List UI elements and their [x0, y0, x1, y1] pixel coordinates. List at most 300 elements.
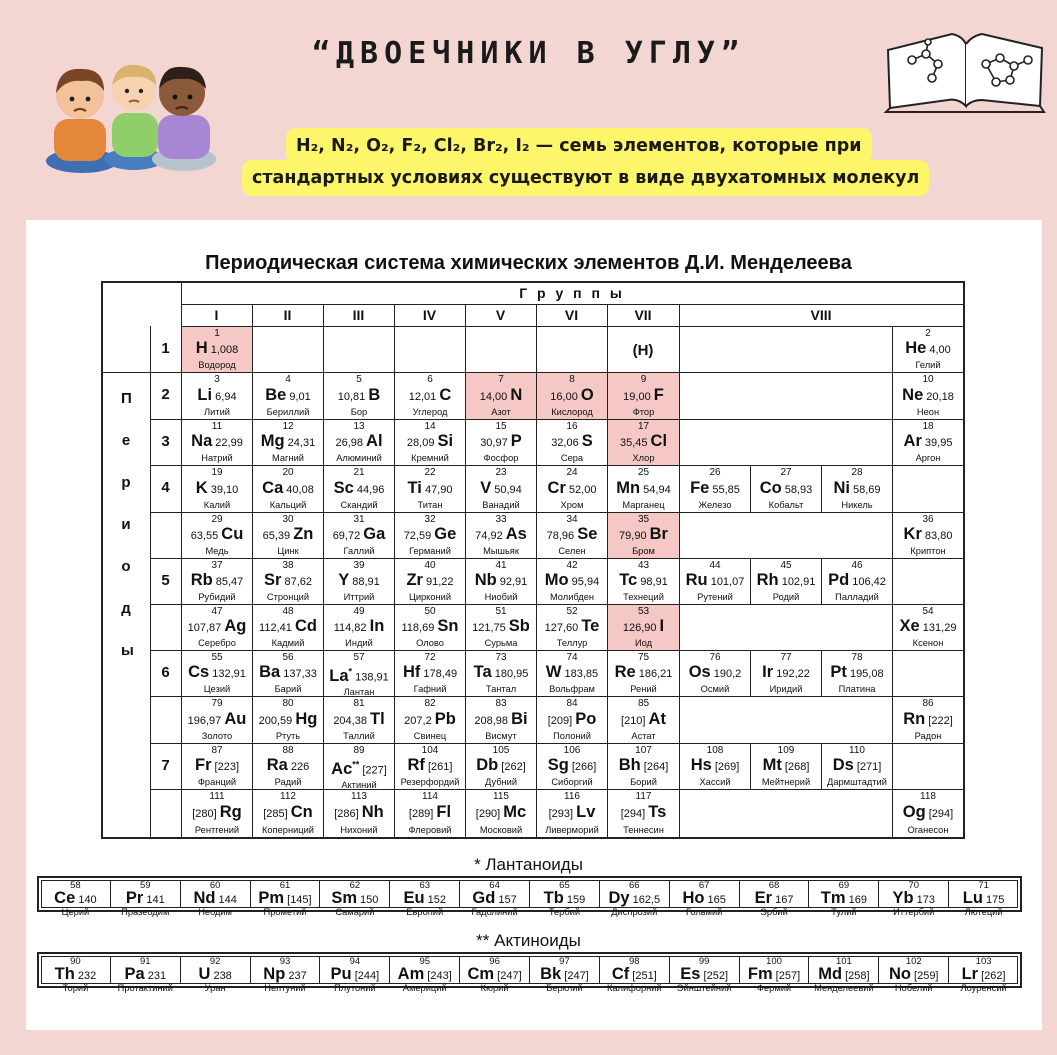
atomic-mass: [257] — [772, 970, 801, 982]
atomic-mass: 196,97 — [187, 714, 225, 727]
symbol-mass — [408, 757, 453, 776]
atomic-number: 7 — [498, 374, 504, 385]
period-number: 7 — [161, 757, 170, 774]
element-symbol: Cm — [467, 965, 495, 983]
element-name: Рутений — [697, 592, 733, 602]
symbol-mass — [472, 618, 530, 637]
element-name: Азот — [491, 407, 511, 417]
symbol-mass — [619, 526, 668, 545]
atomic-mass: [258] — [842, 970, 870, 982]
element-cell — [182, 605, 252, 650]
element-cell — [822, 466, 892, 512]
element-name: Кюрий — [480, 983, 509, 993]
atomic-mass: 26,98 — [335, 437, 367, 449]
atomic-number: 2 — [925, 328, 931, 339]
element-name: Франций — [197, 777, 237, 787]
atomic-mass: 140 — [75, 894, 97, 906]
atomic-number: 60 — [209, 880, 221, 891]
atomic-number: 80 — [282, 698, 294, 709]
element-cell — [395, 420, 465, 465]
atomic-mass: 35,45 — [619, 437, 651, 449]
symbol-mass — [263, 804, 313, 823]
element-name: Гадолиний — [471, 907, 518, 917]
atomic-mass: 126,90 — [622, 622, 660, 634]
element-cell — [893, 697, 963, 743]
symbol-mass — [474, 711, 527, 730]
atomic-number: 74 — [566, 652, 578, 663]
atomic-mass: [271] — [853, 761, 882, 773]
element-symbol: Sc — [333, 478, 354, 497]
element-cell — [537, 420, 607, 465]
element-symbol: Rh — [756, 571, 779, 589]
element-name: Неон — [916, 407, 940, 417]
element-symbol: Bi — [511, 709, 528, 728]
element-cell — [253, 697, 323, 743]
element-name: Родий — [772, 592, 800, 602]
symbol-mass — [748, 967, 800, 983]
element-name: Сиборгий — [551, 777, 593, 787]
symbol-mass — [475, 572, 528, 591]
atomic-mass: [268] — [781, 761, 810, 773]
atomic-number: 25 — [637, 467, 650, 478]
element-symbol: Er — [754, 889, 773, 907]
atomic-mass: [262] — [498, 761, 526, 773]
atomic-number: 100 — [766, 956, 782, 967]
element-symbol: Cd — [294, 617, 317, 635]
atomic-number: 45 — [780, 560, 792, 571]
atomic-number: 89 — [353, 745, 365, 756]
atomic-mass: 137,33 — [280, 668, 317, 680]
element-name: Астат — [631, 731, 656, 741]
element-name: Никель — [841, 500, 873, 510]
symbol-mass — [198, 967, 231, 983]
element-name: Золото — [201, 731, 233, 741]
element-name: Дубний — [484, 777, 518, 787]
element-cell — [466, 605, 536, 650]
element-symbol: K — [195, 478, 208, 497]
atomic-mass: 131,29 — [919, 622, 957, 634]
element-symbol: Rb — [190, 571, 213, 589]
atomic-number: 93 — [279, 956, 291, 967]
element-symbol: Na — [191, 432, 213, 450]
element-name: Иттербий — [893, 907, 935, 917]
atomic-mass: 47,90 — [421, 483, 453, 496]
element-symbol: Al — [366, 432, 383, 450]
atomic-number: 36 — [922, 514, 934, 525]
symbol-mass — [188, 618, 247, 637]
atomic-number: 47 — [211, 606, 223, 617]
atomic-mass: 107,87 — [187, 622, 225, 634]
symbol-mass — [259, 618, 317, 637]
atomic-number: 55 — [211, 652, 223, 663]
symbol-mass — [623, 387, 664, 406]
atomic-mass: 58,69 — [849, 483, 881, 496]
element-symbol: La* — [329, 666, 353, 685]
element-name: Железо — [698, 500, 732, 510]
element-cell — [822, 559, 892, 604]
atomic-number: 70 — [908, 880, 920, 891]
element-symbol: Cl — [650, 432, 668, 450]
symbol-mass — [54, 891, 97, 907]
atomic-mass: 52,00 — [565, 483, 597, 496]
element-symbol: Zr — [406, 571, 423, 589]
element-symbol: Nh — [361, 803, 384, 821]
grid-line — [181, 326, 963, 327]
element-cell — [466, 744, 536, 789]
element-name: Протактиний — [117, 983, 173, 993]
element-name: Фосфор — [483, 453, 519, 463]
atomic-number: 4 — [285, 374, 291, 385]
element-name: Хассий — [699, 777, 731, 787]
symbol-mass — [404, 711, 456, 730]
group-header: III — [352, 307, 365, 323]
atomic-mass: 192,22 — [773, 668, 810, 680]
element-name: Церий — [61, 907, 90, 917]
periods-letter: П — [121, 390, 132, 407]
period-number: 1 — [161, 340, 170, 357]
atomic-number: 19 — [211, 467, 223, 478]
atomic-number: 28 — [851, 467, 863, 478]
element-cell — [324, 420, 394, 465]
symbol-mass — [335, 433, 382, 452]
atomic-number: 112 — [280, 791, 296, 802]
element-symbol: Ac** — [331, 759, 360, 778]
element-cell — [182, 420, 252, 465]
atomic-number: 5 — [356, 374, 362, 385]
element-symbol: Tl — [370, 709, 385, 728]
atomic-number: 101 — [835, 956, 852, 967]
element-symbol: Br — [649, 525, 668, 543]
atomic-mass: 39,10 — [207, 483, 239, 496]
atomic-mass: [209] — [547, 714, 576, 727]
atomic-number: 103 — [975, 956, 992, 967]
symbol-mass — [472, 891, 516, 907]
element-symbol: Ga — [363, 525, 386, 543]
atomic-number: 95 — [419, 956, 431, 967]
atomic-number: 14 — [424, 421, 436, 432]
element-cell — [608, 466, 679, 512]
atomic-mass: 165 — [704, 894, 726, 906]
lanthanides-title: * Лантаноиды — [474, 855, 583, 874]
symbol-mass — [686, 572, 745, 591]
element-symbol: Th — [54, 965, 75, 983]
symbol-mass — [833, 480, 880, 499]
atomic-mass: 237 — [285, 970, 307, 982]
symbol-mass — [619, 572, 668, 591]
atomic-number: 68 — [768, 880, 780, 891]
periods-letter: р — [121, 474, 131, 491]
element-symbol: Li — [197, 385, 213, 404]
atomic-mass: 101,07 — [707, 576, 745, 588]
element-cell — [181, 880, 251, 917]
element-name: Ксенон — [912, 638, 944, 648]
symbol-mass — [333, 526, 386, 545]
atomic-mass: 127,60 — [544, 622, 582, 634]
atomic-number: 43 — [637, 560, 650, 571]
element-name: Сера — [560, 453, 584, 463]
element-symbol: Sm — [331, 889, 357, 907]
element-name: Водород — [198, 360, 236, 370]
atomic-mass: [269] — [711, 761, 740, 773]
symbol-mass — [333, 711, 384, 730]
atomic-mass: 88,91 — [349, 576, 380, 588]
element-cell — [879, 956, 949, 993]
element-cell — [466, 697, 536, 743]
symbol-mass — [689, 664, 742, 683]
element-symbol: Np — [263, 965, 286, 983]
element-name: Берклий — [546, 983, 583, 993]
symbol-mass — [403, 664, 457, 683]
element-symbol: H — [195, 339, 208, 357]
symbol-mass — [195, 757, 239, 776]
atomic-mass: [262] — [978, 970, 1006, 982]
element-symbol: Au — [224, 709, 247, 728]
element-cell — [751, 651, 821, 696]
symbol-mass — [545, 572, 599, 591]
element-cell — [324, 466, 394, 512]
atomic-mass: 226 — [287, 761, 310, 773]
atomic-mass: 85,47 — [212, 576, 244, 588]
atomic-mass: 9,01 — [286, 390, 311, 403]
symbol-mass — [621, 804, 667, 823]
element-name: Эрбий — [760, 907, 788, 917]
symbol-mass — [258, 891, 311, 907]
atomic-number: 113 — [351, 791, 367, 802]
element-symbol: O — [580, 385, 594, 404]
symbol-mass — [191, 526, 244, 545]
group-header: V — [495, 307, 506, 323]
atomic-mass: 144 — [215, 894, 237, 906]
element-symbol: Ge — [434, 525, 457, 543]
atomic-number: 10 — [922, 374, 934, 385]
atomic-number: 108 — [706, 745, 724, 756]
atomic-mass: 102,91 — [778, 576, 816, 588]
atomic-mass: 79,90 — [619, 530, 650, 542]
symbol-mass — [264, 572, 312, 591]
element-symbol: Hf — [402, 663, 421, 681]
atomic-mass: 12,01 — [408, 390, 440, 403]
symbol-mass — [476, 757, 526, 776]
element-cell — [460, 956, 530, 993]
symbol-mass — [760, 480, 813, 499]
atomic-number: 53 — [637, 606, 650, 617]
atomic-number: 30 — [282, 514, 294, 525]
symbol-mass — [615, 664, 673, 683]
atomic-number: 76 — [709, 652, 721, 663]
periods-letter: о — [121, 558, 131, 575]
element-symbol: Fe — [690, 478, 710, 497]
element-cell — [670, 880, 740, 917]
element-name: Ртуть — [275, 731, 301, 741]
element-cell — [395, 744, 465, 789]
element-name: Гафний — [413, 684, 447, 694]
symbol-mass — [828, 572, 886, 591]
atomic-number: 110 — [849, 745, 865, 756]
atomic-mass: [252] — [700, 970, 729, 982]
symbol-mass — [480, 387, 523, 406]
symbol-mass — [193, 891, 236, 907]
element-name: Молибден — [549, 592, 595, 602]
atomic-number: 33 — [495, 514, 507, 525]
symbol-mass — [406, 572, 453, 591]
element-symbol: N — [510, 385, 523, 404]
element-name: Ниобий — [484, 592, 518, 602]
element-symbol: Zn — [293, 525, 314, 543]
element-cell — [111, 880, 181, 917]
atomic-mass: 22,99 — [212, 437, 243, 449]
element-symbol: Lr — [961, 965, 979, 983]
element-cell — [600, 880, 670, 917]
atomic-number: 21 — [353, 467, 365, 478]
atomic-number: 16 — [566, 421, 578, 432]
atomic-mass: 50,94 — [491, 483, 522, 496]
element-name: Кобальт — [768, 500, 804, 510]
element-symbol: Ho — [682, 889, 705, 907]
element-symbol: Nb — [474, 571, 497, 589]
symbol-mass — [188, 711, 247, 730]
atomic-number: 114 — [422, 791, 438, 802]
element-symbol: Sr — [263, 571, 282, 589]
element-symbol: Sn — [437, 617, 459, 635]
atomic-number: 13 — [353, 421, 365, 432]
element-cell — [893, 790, 963, 837]
element-symbol: Am — [397, 965, 425, 983]
symbol-mass — [818, 967, 869, 983]
symbol-mass — [905, 340, 951, 359]
atomic-number: 84 — [566, 698, 578, 709]
element-symbol: Lu — [962, 889, 983, 907]
atomic-mass: [243] — [424, 970, 452, 982]
element-name: Эйнштейний — [676, 983, 732, 993]
element-cell — [320, 956, 390, 993]
element-name: Московий — [479, 825, 523, 835]
element-symbol: Tb — [543, 889, 564, 907]
atomic-mass: 159 — [563, 894, 586, 906]
element-cell — [460, 880, 530, 917]
symbol-mass — [546, 664, 598, 683]
element-cell — [537, 559, 607, 604]
period-number: 5 — [161, 572, 170, 589]
element-name: Самарий — [335, 907, 375, 917]
element-cell — [395, 373, 465, 419]
element-name: Теннесин — [623, 825, 664, 835]
element-cell — [466, 373, 536, 419]
element-name: Кадмий — [271, 638, 305, 648]
atomic-mass: 55,85 — [709, 483, 740, 496]
symbol-mass — [623, 618, 664, 637]
element-cell — [740, 880, 810, 917]
element-name: Кислород — [551, 407, 593, 417]
symbol-mass — [551, 433, 593, 452]
element-name: Стронций — [266, 592, 310, 602]
atomic-number: 31 — [353, 514, 365, 525]
symbol-mass — [830, 664, 883, 683]
element-symbol: Kr — [903, 525, 922, 543]
element-symbol: Pa — [124, 965, 145, 983]
atomic-mass: [285] — [263, 808, 291, 820]
symbol-mass — [191, 433, 243, 452]
groups-label: Г р у п п ы — [519, 285, 625, 301]
atomic-number: 82 — [424, 698, 436, 709]
symbol-mass — [621, 711, 666, 730]
element-symbol: Mo — [544, 571, 569, 589]
element-symbol: B — [368, 385, 381, 404]
symbol-mass — [331, 967, 380, 983]
symbol-mass — [403, 891, 446, 907]
symbol-mass — [407, 433, 453, 452]
element-symbol: Hg — [295, 709, 318, 728]
element-symbol: Tm — [820, 889, 846, 907]
periods-letter: е — [121, 432, 131, 449]
element-symbol: Sb — [508, 617, 530, 635]
group-header: VII — [634, 307, 652, 323]
symbol-mass — [259, 711, 318, 730]
symbol-mass — [962, 967, 1006, 983]
element-symbol: Ta — [473, 663, 492, 681]
element-cell — [822, 744, 892, 789]
atomic-number: 48 — [282, 606, 294, 617]
element-cell — [324, 605, 394, 650]
element-symbol: Fm — [747, 965, 773, 983]
lanthanides-row — [37, 876, 1022, 917]
atomic-mass: 232 — [74, 970, 97, 982]
atomic-number: 87 — [211, 745, 223, 756]
atomic-number: 63 — [419, 880, 431, 891]
element-name: Титан — [417, 500, 443, 510]
element-cell — [253, 373, 323, 419]
group-header: VI — [564, 307, 579, 323]
atomic-mass: 180,95 — [491, 668, 529, 680]
element-symbol: Te — [581, 617, 600, 635]
atomic-mass: [223] — [211, 761, 240, 773]
atomic-mass: 24,31 — [284, 437, 316, 449]
atomic-number: 6 — [427, 374, 433, 385]
atomic-number: 97 — [559, 956, 570, 967]
element-name: Резерфордий — [400, 777, 460, 787]
element-name: Гелий — [915, 360, 941, 370]
symbol-mass — [548, 757, 597, 776]
element-name: Вольфрам — [549, 684, 595, 694]
symbol-mass — [690, 480, 740, 499]
element-symbol: Ba — [259, 663, 281, 681]
element-cell — [182, 651, 252, 696]
atomic-number: 29 — [211, 514, 223, 525]
element-name: Медь — [205, 546, 229, 556]
symbol-mass — [900, 618, 957, 637]
atomic-mass: 91,22 — [422, 576, 454, 588]
element-name: Мышьяк — [483, 546, 519, 556]
element-symbol: Ds — [832, 756, 854, 774]
element-name: Рений — [630, 684, 657, 694]
atomic-mass: [294] — [620, 808, 649, 820]
element-name: Неодим — [198, 907, 233, 917]
atomic-number: 26 — [709, 467, 721, 478]
symbol-mass — [549, 804, 596, 823]
atomic-mass: 58,93 — [781, 483, 813, 496]
atomic-mass: [280] — [192, 808, 220, 820]
element-name: Флеровий — [408, 825, 452, 835]
element-name: Палладий — [835, 592, 879, 602]
element-symbol: Ca — [262, 478, 284, 497]
element-cell — [182, 373, 252, 419]
symbol-mass — [892, 891, 935, 907]
element-name: Уран — [204, 983, 226, 993]
atomic-number: 71 — [978, 880, 989, 891]
element-name: Технеций — [623, 592, 664, 602]
element-cell — [466, 651, 536, 696]
atomic-number: 69 — [838, 880, 850, 891]
symbol-mass — [262, 480, 314, 499]
